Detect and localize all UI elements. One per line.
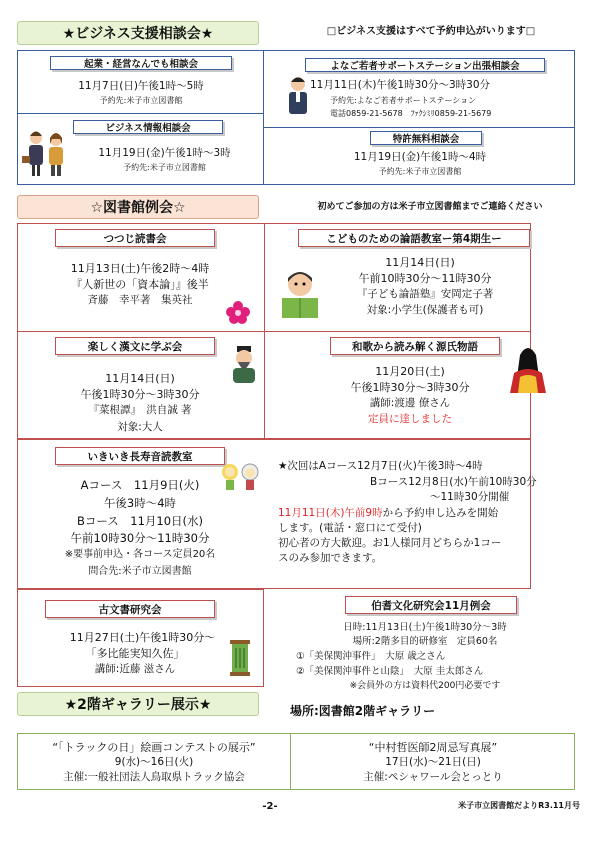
tsutsuji-date: 11月13日(土)午後2時～4時 xyxy=(70,262,210,275)
kanbun-time: 午後1時30分～3時30分 xyxy=(80,388,200,401)
kanbun-date: 11月14日(日) xyxy=(105,372,175,385)
azalea-flower-icon xyxy=(225,300,251,324)
tsutsuji-label: つつじ読書会 xyxy=(55,229,215,247)
komonjo-lecturer: 講師:近藤 滋さん xyxy=(94,663,176,675)
rongo-date: 11月14日(日) xyxy=(385,256,455,269)
rongo-book: 『子ども論語塾』安岡定子著 xyxy=(356,288,494,300)
kanbun-book: 『菜根譚』 洪自誠 著 xyxy=(88,404,192,416)
gallery-divider xyxy=(290,733,291,790)
business-hdivider-right xyxy=(263,127,575,128)
houki-talk-2: ②「美保関沖事件と山陰」 大原 圭太郎さん xyxy=(296,666,484,677)
startup-consult-label: 起業・経営なんでも相談会 xyxy=(50,56,232,70)
exhibit-2-host: 主催:ペシャワール会とっとり xyxy=(363,771,503,783)
scroll-document-icon xyxy=(228,640,252,676)
child-reading-illustration xyxy=(276,268,324,320)
exhibit-2-title: “中村哲医師2周忌写真展” xyxy=(368,741,498,754)
ikiiki-contact: 問合先:米子市立図書館 xyxy=(88,566,192,577)
ikiiki-apply-rest: から予約申し込みを開始 xyxy=(382,507,499,519)
houki-date: 日時:11月13日(土)午後1時30分～3時 xyxy=(343,622,507,633)
info-consult-contact: 予約先:米子市立図書館 xyxy=(123,163,206,172)
info-consult-label: ビジネス情報相談会 xyxy=(73,120,223,134)
ikiiki-note: ※要事前申込・各コース定員20名 xyxy=(64,549,216,560)
komonjo-date: 11月27日(土)午後1時30分～ xyxy=(69,631,216,644)
tsutsuji-author: 斉藤 幸平著 集英社 xyxy=(87,294,193,306)
gallery-section-title: ★2階ギャラリー展示★ xyxy=(17,692,259,716)
ikiiki-course-limit: スのみ参加できます。 xyxy=(278,552,383,564)
page-number: -2- xyxy=(262,801,278,812)
patent-consult-label: 特許無料相談会 xyxy=(370,131,482,145)
ikiiki-next-a: ★次回はAコース12月7日(火)午後3時～4時 xyxy=(278,460,483,472)
newsletter-issue: 米子市立図書館だよりR3.11月号 xyxy=(458,801,580,810)
houki-place: 場所:2階多目的研修室 定員60名 xyxy=(352,636,498,647)
patent-consult-date: 11月19日(金)午後1時～4時 xyxy=(353,151,487,163)
ikiiki-next-b: Bコース12月8日(水)午前10時30分 xyxy=(370,476,537,488)
ikiiki-a-course: Aコース 11月9日(火) xyxy=(80,478,200,492)
exhibit-1-date: 9(水)～16日(火) xyxy=(114,756,194,768)
rongo-label: こどものための論語教室ー第4期生ー xyxy=(298,229,530,247)
ikiiki-label: いきいき長寿音読教室 xyxy=(55,447,225,465)
youth-support-phone: 電話0859-21-5678 ﾌｧｸｼﾐﾘ0859-21-5679 xyxy=(330,109,492,118)
houki-label: 伯耆文化研究会11月例会 xyxy=(345,596,517,614)
rongo-target: 対象:小学生(保護者も可) xyxy=(366,304,484,316)
genji-full-notice: 定員に達しました xyxy=(368,413,452,425)
exhibit-1-host: 主催:一般社団法人鳥取県トラック協会 xyxy=(63,771,245,783)
ikiiki-b-time: 午前10時30分～11時30分 xyxy=(70,531,210,545)
youth-support-contact: 予約先:よなご若者サポートステーション xyxy=(330,96,477,105)
info-consult-date: 11月19日(金)午後1時～3時 xyxy=(98,147,231,159)
library-notice: 初めてご参加の方は米子市立図書館までご連絡ください xyxy=(317,202,543,212)
gallery-place: 場所:図書館2階ギャラリー xyxy=(290,704,436,718)
ikiiki-apply-line xyxy=(278,507,530,520)
youth-support-date: 11月11日(木)午後1時30分～3時30分 xyxy=(310,79,490,91)
genji-date: 11月20日(土) xyxy=(375,365,445,378)
heian-lady-illustration xyxy=(508,345,548,395)
support-staff-illustration xyxy=(283,74,313,118)
kanbun-label: 楽しく漢文に学ぶ会 xyxy=(55,337,215,355)
youth-support-label: よなご若者サポートステーション出張相談会 xyxy=(305,58,545,72)
startup-consult-date: 11月7日(日)午後1時～5時 xyxy=(78,80,204,92)
library-section-title: ☆図書館例会☆ xyxy=(17,195,259,219)
business-people-illustration xyxy=(20,128,72,178)
business-divider xyxy=(263,50,264,185)
komonjo-text: 「多比能実知久佐」 xyxy=(85,647,185,660)
rongo-time: 午前10時30分～11時30分 xyxy=(358,272,492,285)
genji-lecturer: 講師:渡邊 僚さん xyxy=(369,397,451,409)
patent-consult-contact: 予約先:米子市立図書館 xyxy=(378,167,462,176)
library-grid-hdivider xyxy=(17,331,531,332)
komonjo-label: 古文書研究会 xyxy=(45,600,215,618)
business-section-title: ★ビジネス支援相談会★ xyxy=(17,21,259,45)
business-notice: □ビジネス支援はすべて予約申込がいります□ xyxy=(326,26,536,37)
houki-note: ※会員外の方は資料代200円必要です xyxy=(349,681,501,691)
genji-time: 午後1時30分～3時30分 xyxy=(350,381,470,394)
business-hdivider-left xyxy=(17,113,263,114)
genji-label: 和歌から読み解く源氏物語 xyxy=(330,337,500,355)
ikiiki-apply-start: 11月11日(木)午前9時 xyxy=(278,507,383,519)
exhibit-1-title: “「トラックの日」絵画コンテストの展示” xyxy=(52,741,256,754)
exhibit-2-date: 17日(水)～21日(日) xyxy=(385,756,481,768)
ikiiki-apply-method: します。(電話・窓口にて受付) xyxy=(278,522,422,534)
kanbun-target: 対象:大人 xyxy=(117,421,163,433)
ikiiki-b-course: Bコース 11月10日(水) xyxy=(76,514,204,528)
ikiiki-next-b-end: ～11時30分開催 xyxy=(430,491,510,503)
ikiiki-beginners: 初心者の方大歓迎。お1人様同月どちらか1コー xyxy=(278,537,502,549)
ikiiki-a-time: 午後3時～4時 xyxy=(103,496,177,510)
startup-consult-contact: 予約先:米子市立図書館 xyxy=(99,96,183,105)
tsutsuji-book: 『人新世の「資本論」』後半 xyxy=(71,278,209,291)
houki-talk-1: ①「美保関沖事件」 大原 歳之さん xyxy=(296,651,446,662)
confucius-illustration xyxy=(228,344,260,384)
